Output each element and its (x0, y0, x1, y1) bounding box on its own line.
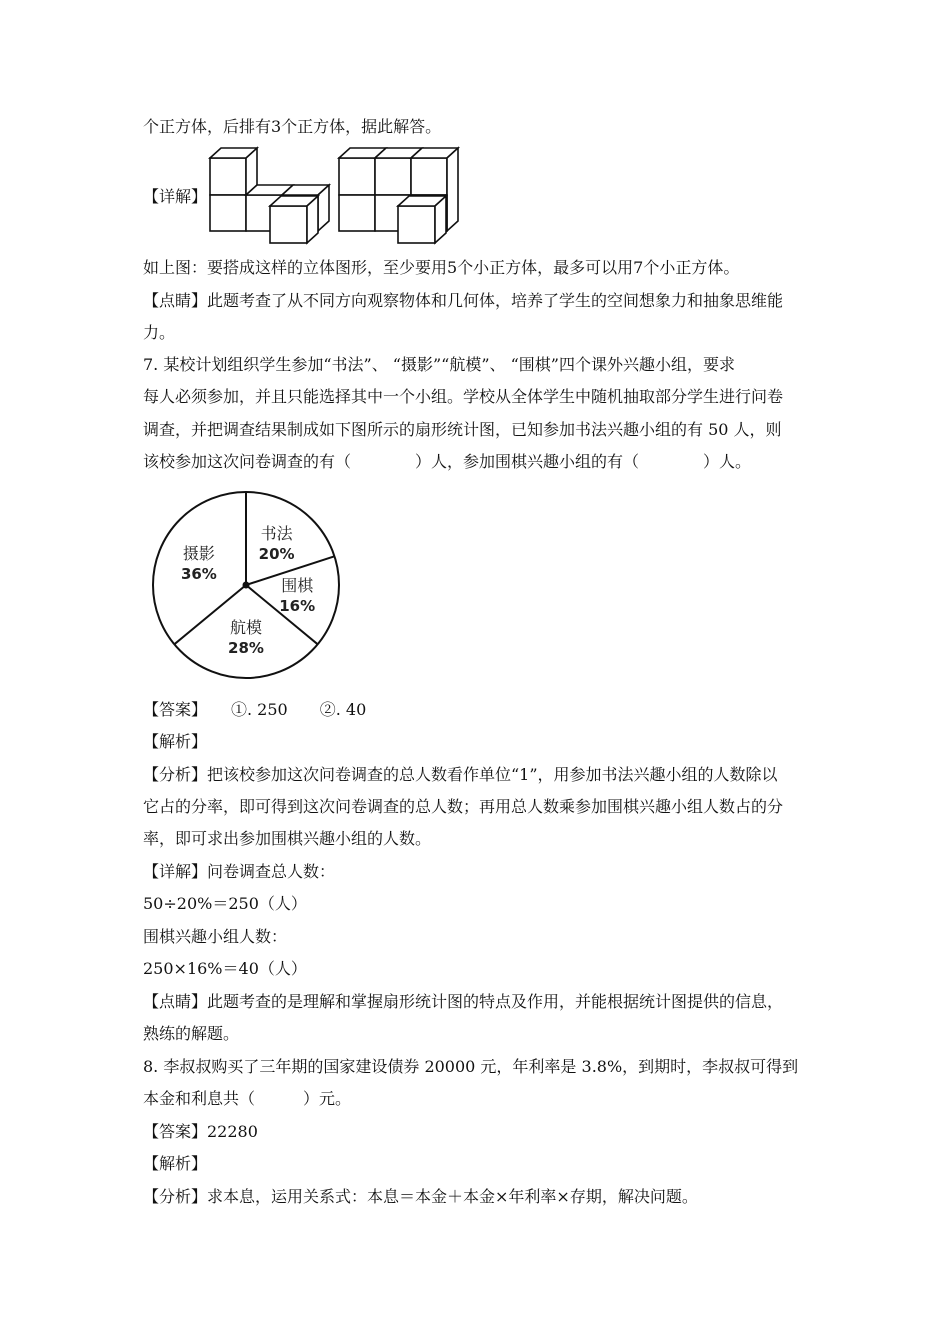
pie-label-4: 摄影 (182, 543, 215, 563)
q8-question-line-2: 本金和利息共（ ）元。 (143, 1089, 352, 1108)
pie-value-1: 20% (258, 544, 295, 563)
q7-question-line-4: 该校参加这次问卷调查的有（ ）人，参加围棋兴趣小组的有（ ）人。 (143, 452, 752, 471)
q6-comment-line-1: 【点睛】此题考查了从不同方向观察物体和几何体，培养了学生的空间想象力和抽象思维能 (143, 291, 784, 310)
q7-analysis-line-3: 率，即可求出参加围棋兴趣小组的人数。 (143, 829, 432, 848)
q8-analysis: 【分析】求本息，运用关系式：本息＝本金＋本金×年利率×存期，解决问题。 (143, 1187, 698, 1206)
q7-detail-line-3: 围棋兴趣小组人数： (143, 927, 288, 946)
q8-answer: 【答案】22280 (143, 1122, 258, 1141)
q7-analysis-line-2: 它占的分率，即可得到这次问卷调查的总人数；再用总人数乘参加围棋兴趣小组人数占的分 (143, 797, 784, 816)
cube-figure (208, 146, 468, 246)
q7-question-line-3: 调查，并把调查结果制成如下图所示的扇形统计图，已知参加书法兴趣小组的有 50 人，则 (143, 420, 782, 439)
q6-text-line-2: 如上图：要搭成这样的立体图形，至少要用5个小正方体，最多可以用7个小正方体。 (143, 258, 740, 277)
pie-label-2: 围棋 (281, 575, 314, 595)
q7-detail-line-1: 【详解】问卷调查总人数： (143, 862, 336, 881)
cube-figure-right (339, 148, 458, 243)
pie-center-dot (243, 582, 250, 589)
pie-label-1: 书法 (260, 523, 293, 543)
q6-detail-label: 【详解】 (143, 187, 208, 206)
q7-question-line-1: 7. 某校计划组织学生参加“书法”、 “摄影”“航模”、 “围棋”四个课外兴趣小组，要求 (143, 355, 735, 374)
q7-analysis-line-1: 【分析】把该校参加这次问卷调查的总人数看作单位“1”，用参加书法兴趣小组的人数除以 (143, 765, 778, 784)
cube-figure-left (210, 148, 329, 243)
pie-value-2: 16% (279, 596, 316, 615)
pie-value-4: 36% (180, 564, 217, 583)
q7-detail-line-2: 50÷20%＝250（人） (143, 894, 307, 913)
q6-text-line-1: 个正方体，后排有3个正方体，据此解答。 (143, 117, 442, 136)
q7-question-line-2: 每人必须参加，并且只能选择其中一个小组。学校从全体学生中随机抽取部分学生进行问卷 (143, 387, 784, 406)
pie-chart (146, 488, 346, 688)
q6-comment-line-2: 力。 (143, 323, 176, 342)
q7-analysis-title: 【解析】 (143, 732, 208, 751)
q8-question-line-1: 8. 李叔叔购买了三年期的国家建设债券 20000 元，年利率是 3.8%，到期时，李叔叔可得到 (143, 1057, 799, 1076)
pie-value-3: 28% (228, 639, 264, 658)
pie-label-3: 航模 (229, 618, 263, 638)
q7-comment-line-1: 【点睛】此题考查的是理解和掌握扇形统计图的特点及作用，并能根据统计图提供的信息， (143, 992, 784, 1011)
q8-analysis-title: 【解析】 (143, 1154, 208, 1173)
q7-comment-line-2: 熟练的解题。 (143, 1024, 240, 1043)
q7-detail-line-4: 250×16%＝40（人） (143, 959, 307, 978)
q7-answer: 【答案】 ①. 250 ②. 40 (143, 700, 367, 719)
